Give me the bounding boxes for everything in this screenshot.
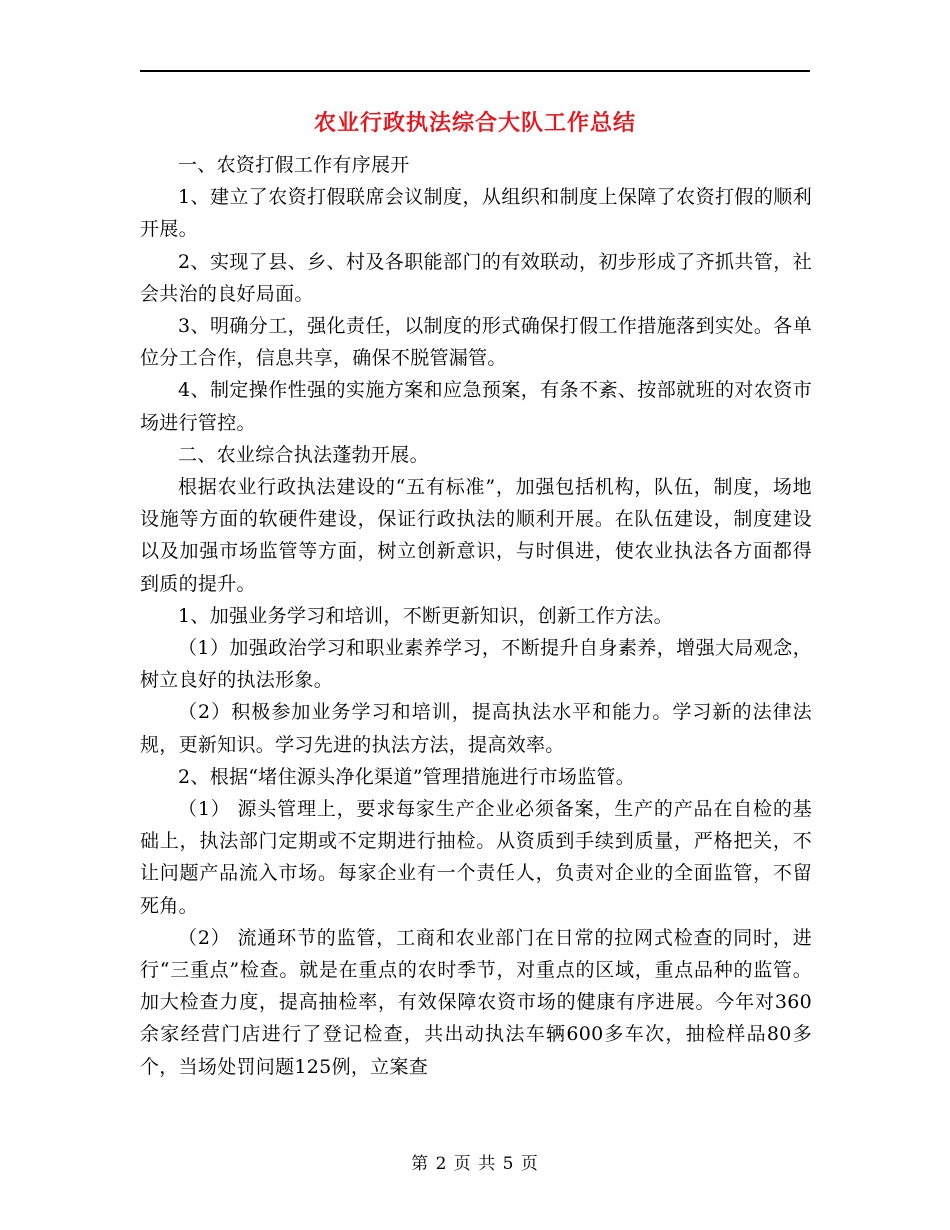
paragraph-intro-2: 根据农业行政执法建设的“五有标准”，加强包括机构，队伍，制度，场地设施等方面的软硬件建设，保证行政执法的顺利开展。在队伍建设，制度建设以及加强市场监管等方面，树立创新意识，与时俱进，使农业执法各方面都得到质的提升。 [140,476,812,595]
paragraph-sub-2-2-1: （1） 源头管理上，要求每家生产企业必须备案，生产的产品在自检的基础上，执法部门定期或不定期进行抽检。从资质到手续到质量，严格把关，不让问题产品流入市场。每家企业有一个责任人，负责对企业的全面监管，不留死角。 [140,798,812,917]
paragraph-sub-2-1-2: （2）积极参加业务学习和培训，提高执法水平和能力。学习新的法律法规，更新知识。学习先进的执法方法，提高效率。 [140,701,812,756]
page-number-footer: 第 2 页 共 5 页 [411,1154,539,1174]
paragraph-item-1-3: 3、明确分工，强化责任，以制度的形式确保打假工作措施落到实处。各单位分工合作，信息共享，确保不脱管漏管。 [140,315,812,370]
document-title: 农业行政执法综合大队工作总结 [313,111,636,136]
header-rule [140,70,810,72]
paragraph-sub-2-1-1: （1）加强政治学习和职业素养学习，不断提升自身素养，增强大局观念，树立良好的执法形象。 [140,637,812,692]
paragraph-item-1-2: 2、实现了县、乡、村及各职能部门的有效联动，初步形成了齐抓共管，社会共治的良好局面。 [140,250,812,305]
section-heading-1: 一、农资打假工作有序展开 [178,154,410,176]
paragraph-item-2-2: 2、根据“堵住源头净化渠道”管理措施进行市场监管。 [178,765,636,788]
section-heading-2: 二、农业综合执法蓬勃开展。 [178,443,429,466]
paragraph-sub-2-2-2: （2） 流通环节的监管，工商和农业部门在日常的拉网式检查的同时，进行“三重点”检查。就是在重点的农时季节，对重点的区域，重点品种的监管。加大检查力度，提高抽检率，有效保障农资市场的健康有序进展。今年对360余家经营门店进行了登记检查，共出动执法车辆600多车次，抽检样品80多个，当场处罚问题125例，立案查 [140,926,812,1078]
paragraph-item-1-1: 1、建立了农资打假联席会议制度，从组织和制度上保障了农资打假的顺利开展。 [140,186,812,241]
document-body [140,149,812,1083]
paragraph-item-1-4: 4、制定操作性强的实施方案和应急预案，有条不紊、按部就班的对农资市场进行管控。 [140,379,812,434]
paragraph-item-2-1: 1、加强业务学习和培训，不断更新知识，创新工作方法。 [178,604,673,627]
